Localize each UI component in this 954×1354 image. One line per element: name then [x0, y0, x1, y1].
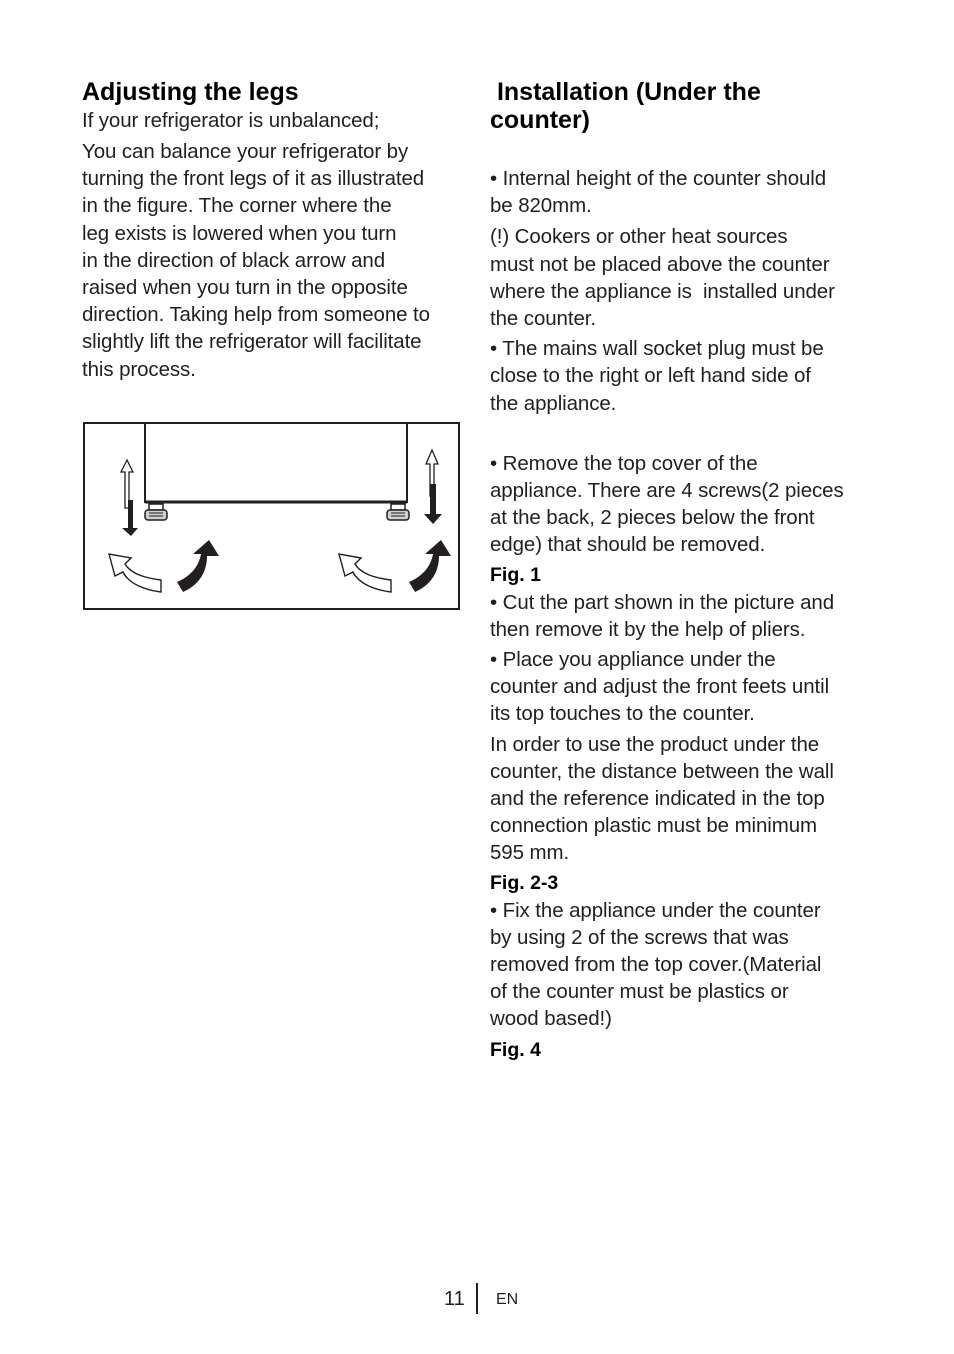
section-title-installation: [490, 78, 880, 134]
body-line: at the back, 2 pieces below the front: [490, 506, 815, 530]
language-code: EN: [496, 1291, 519, 1308]
paragraph-fix-appliance: [490, 897, 890, 1033]
body-line: In order to use the product under the: [490, 732, 820, 756]
body-line: removed from the top cover.(Material: [490, 953, 822, 977]
page-footer: [0, 1286, 954, 1316]
paragraph-wall-socket: [490, 335, 890, 417]
body-line: • The mains wall socket plug must be: [490, 337, 824, 361]
left-clockwise-arrow-icon: [177, 540, 219, 592]
body-line: (!) Cookers or other heat sources: [490, 225, 788, 249]
right-counterclockwise-arrow-icon: [339, 554, 391, 592]
body-line: where the appliance is installed under: [490, 279, 835, 303]
body-line: and the reference indicated in the top: [490, 787, 825, 811]
paragraph-distance-requirement: [490, 731, 890, 867]
intro-text: If your refrigerator is unbalanced;: [82, 109, 380, 132]
body-line: • Fix the appliance under the counter: [490, 898, 821, 922]
refrigerator-body: [145, 424, 407, 502]
body-line: 595 mm.: [490, 841, 570, 865]
installation-title-line2: counter): [490, 106, 590, 134]
body-line: turning the front legs of it as illustrated: [82, 167, 425, 191]
section-title-adjusting-legs: Adjusting the legs: [82, 78, 299, 106]
page-number: 11: [444, 1288, 465, 1310]
body-line: in the direction of black arrow and: [82, 248, 386, 272]
body-line: of the counter must be plastics or: [490, 980, 789, 1004]
body-line: raised when you turn in the opposite: [82, 276, 408, 300]
paragraph-remove-top-cover: [490, 450, 890, 559]
body-line: close to the right or left hand side of: [490, 364, 811, 388]
body-line: in the figure. The corner where the: [82, 194, 392, 218]
left-counterclockwise-arrow-icon: [109, 554, 161, 592]
body-line: its top touches to the counter.: [490, 702, 755, 726]
body-line: the appliance.: [490, 391, 617, 415]
right-leg-icon: [387, 504, 409, 520]
paragraph-heat-sources-warning: [490, 223, 890, 332]
paragraph-place-appliance: [490, 646, 890, 728]
leg-adjustment-illustration: [85, 424, 458, 608]
body-line: by using 2 of the screws that was: [490, 925, 789, 949]
installation-body: [490, 165, 890, 1064]
footer-divider: [476, 1283, 478, 1314]
body-line: edge) that should be removed.: [490, 533, 766, 557]
adjusting-legs-body: [82, 138, 482, 383]
body-line: then remove it by the help of pliers.: [490, 617, 806, 641]
body-line: • Remove the top cover of the: [490, 451, 758, 475]
body-line: the counter.: [490, 307, 596, 331]
body-line: wood based!): [490, 1007, 612, 1031]
body-line: counter, the distance between the wall: [490, 759, 834, 783]
paragraph-counter-height: [490, 165, 890, 219]
body-line: must not be placed above the counter: [490, 252, 830, 276]
body-line: • Cut the part shown in the picture and: [490, 590, 835, 614]
body-line: counter and adjust the front feets until: [490, 675, 830, 699]
leg-adjustment-figure: [83, 422, 460, 610]
figure-label-fig1: Fig. 1: [490, 563, 541, 586]
figure-label-fig4: Fig. 4: [490, 1038, 541, 1061]
figure-label-fig2-3: Fig. 2-3: [490, 871, 559, 894]
body-line: You can balance your refrigerator by: [82, 140, 409, 163]
body-line: leg exists is lowered when you turn: [82, 221, 397, 245]
body-line: direction. Taking help from someone to: [82, 303, 430, 327]
body-line: be 820mm.: [490, 194, 592, 218]
paragraph-cut-part: [490, 589, 890, 643]
body-line: appliance. There are 4 screws(2 pieces: [490, 479, 844, 503]
body-line: • Internal height of the counter should: [490, 167, 827, 190]
right-clockwise-arrow-icon: [409, 540, 451, 592]
body-line: connection plastic must be minimum: [490, 814, 818, 838]
installation-title-line1: Installation (Under the: [490, 78, 761, 106]
left-leg-icon: [145, 504, 167, 520]
body-line: • Place you appliance under the: [490, 648, 776, 672]
body-line: slightly lift the refrigerator will facilitate: [82, 330, 422, 354]
body-line: this process.: [82, 357, 196, 381]
right-lower-arrow-icon: [424, 484, 442, 524]
